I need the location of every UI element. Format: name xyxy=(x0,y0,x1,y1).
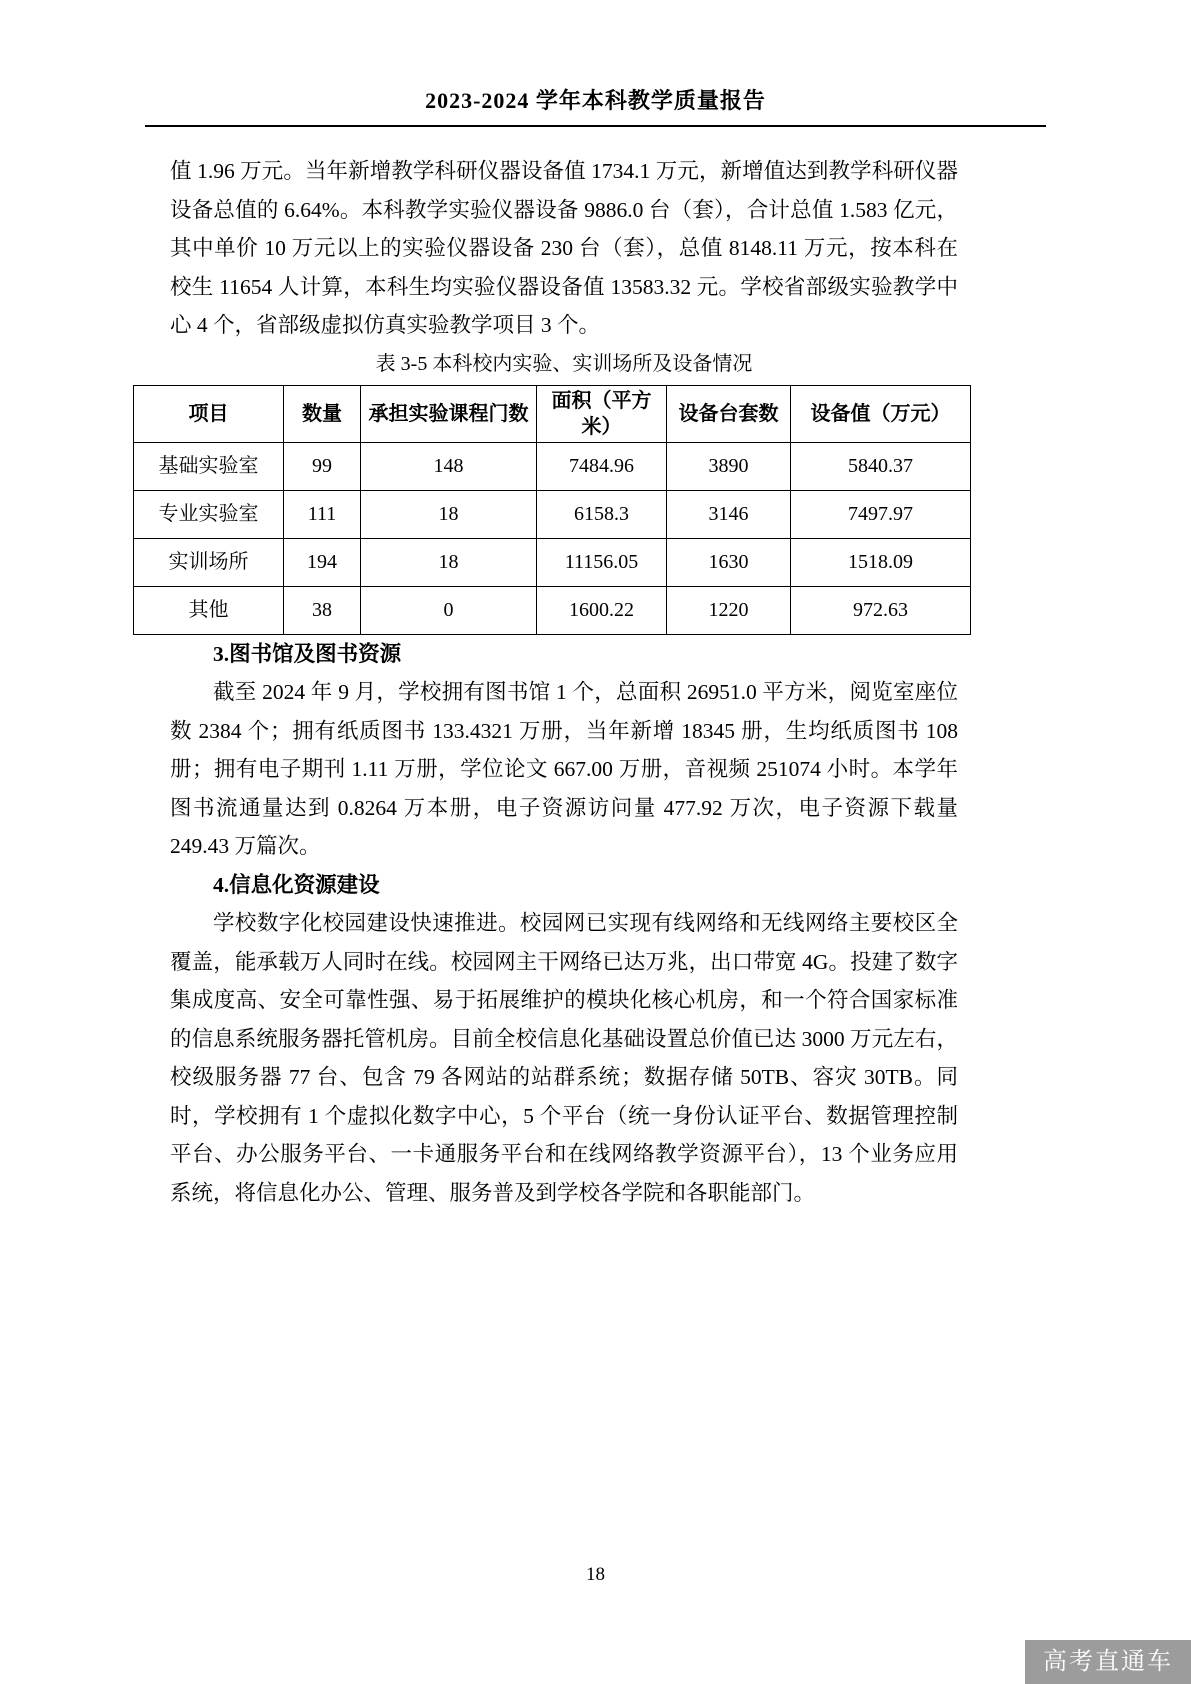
table-cell: 194 xyxy=(284,538,361,586)
table-cell: 38 xyxy=(284,586,361,634)
table-row xyxy=(134,442,971,490)
experiment-facilities-table xyxy=(133,385,971,635)
section-heading-informatization: 4.信息化资源建设 xyxy=(213,872,380,897)
table-cell: 3890 xyxy=(667,442,791,490)
table-cell: 1518.09 xyxy=(791,538,971,586)
table-row xyxy=(134,538,971,586)
table-row xyxy=(134,490,971,538)
column-header-value: 设备值（万元） xyxy=(791,385,971,442)
table-wrapper xyxy=(133,385,972,635)
table-cell: 7484.96 xyxy=(537,442,667,490)
table-caption: 表 3-5 本科校内实验、实训场所及设备情况 xyxy=(375,352,753,375)
page-header-title: 2023-2024 学年本科教学质量报告 xyxy=(425,88,766,113)
table-cell: 实训场所 xyxy=(134,538,284,586)
body-paragraph-library: 截至 2024 年 9 月，学校拥有图书馆 1 个，总面积 26951.0 平方米，阅览室座位数 2384 个；拥有纸质图书 133.4321 万册，当年新增 18345 册，生均纸质图书 108 册；拥有电子期刊 1.11 万册，学位论文 667.00 万册，音视频 251074 小时。本学年图书流通量达到 0.8264 万本册，电子资源访问量 477.92 万次，电子资源下载量 249.43 万篇次。 xyxy=(170,680,958,858)
watermark-badge: 高考直通车 xyxy=(1025,1640,1191,1684)
body-paragraph-informatization: 学校数字化校园建设快速推进。校园网已实现有线网络和无线网络主要校区全覆盖，能承载万人同时在线。校园网主干网络已达万兆，出口带宽 4G。投建了数字集成度高、安全可靠性强、易于拓展维护的模块化核心机房，和一个符合国家标准的信息系统服务器托管机房。目前全校信息化基础设置总价值已达 3000 万元左右，校级服务器 77 台、包含 79 各网站的站群系统；数据存储 50TB、容灾 30TB。同时，学校拥有 1 个虚拟化数字中心，5 个平台（统一身份认证平台、数据管理控制平台、办公服务平台、一卡通服务平台和在线网络教学资源平台），13 个业务应用系统，将信息化办公、管理、服务普及到学校各学院和各职能部门。 xyxy=(170,911,958,1205)
table-cell: 3146 xyxy=(667,490,791,538)
table-cell: 148 xyxy=(361,442,537,490)
table-cell: 99 xyxy=(284,442,361,490)
table-cell: 972.63 xyxy=(791,586,971,634)
column-header-item: 项目 xyxy=(134,385,284,442)
table-cell: 18 xyxy=(361,490,537,538)
table-cell: 11156.05 xyxy=(537,538,667,586)
table-cell: 18 xyxy=(361,538,537,586)
table-cell: 111 xyxy=(284,490,361,538)
table-row xyxy=(134,586,971,634)
table-header-row xyxy=(134,385,971,442)
table-cell: 1220 xyxy=(667,586,791,634)
column-header-courses: 承担实验课程门数 xyxy=(361,385,537,442)
column-header-sets: 设备台套数 xyxy=(667,385,791,442)
table-cell: 专业实验室 xyxy=(134,490,284,538)
column-header-quantity: 数量 xyxy=(284,385,361,442)
table-cell: 6158.3 xyxy=(537,490,667,538)
table-cell: 7497.97 xyxy=(791,490,971,538)
body-paragraph-equipment: 值 1.96 万元。当年新增教学科研仪器设备值 1734.1 万元，新增值达到教学科研仪器设备总值的 6.64%。本科教学实验仪器设备 9886.0 台（套），合计总值 1.583 亿元，其中单价 10 万元以上的实验仪器设备 230 台（套），总值 8148.11 万元，按本科在校生 11654 人计算，本科生均实验仪器设备值 13583.32 元。学校省部级实验教学中心 4 个，省部级虚拟仿真实验教学项目 3 个。 xyxy=(170,159,958,337)
table-cell: 1600.22 xyxy=(537,586,667,634)
section-heading-library: 3.图书馆及图书资源 xyxy=(213,641,402,666)
table-cell: 1630 xyxy=(667,538,791,586)
table-cell: 5840.37 xyxy=(791,442,971,490)
page-content xyxy=(158,152,958,1212)
page-header xyxy=(145,84,1046,127)
page-number: 18 xyxy=(586,1564,605,1585)
table-cell: 基础实验室 xyxy=(134,442,284,490)
column-header-area: 面积（平方米） xyxy=(537,385,667,442)
table-cell: 0 xyxy=(361,586,537,634)
table-cell: 其他 xyxy=(134,586,284,634)
